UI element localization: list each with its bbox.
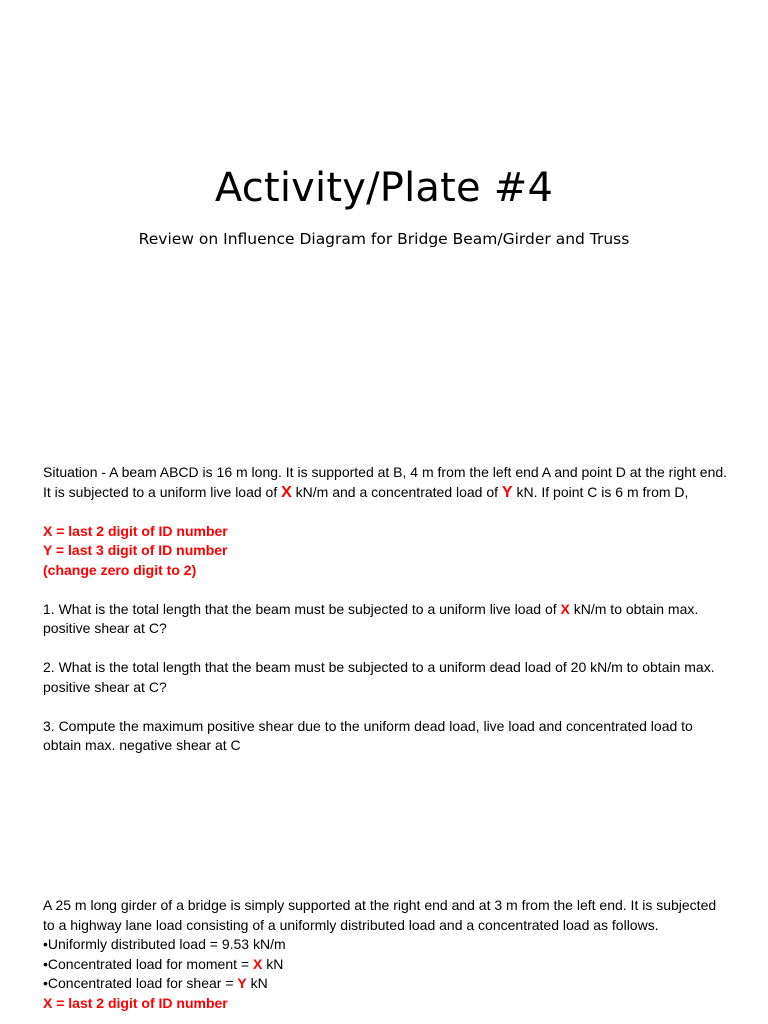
situation-2-section	[43, 896, 729, 1013]
situation-1-text-c: kN. If point C is 6 m from D,	[512, 483, 689, 500]
bullet-shear-load	[43, 974, 729, 994]
bullet-moment-variable-x: X	[252, 955, 263, 972]
variable-y: Y	[501, 483, 513, 501]
spacer	[43, 697, 729, 717]
bullet-moment-text-a: •Concentrated load for moment =	[43, 955, 253, 972]
variable-x: X	[281, 483, 292, 501]
page-subtitle: Review on Influence Diagram for Bridge Beam/Girder and Truss	[138, 230, 630, 248]
spacer	[43, 502, 729, 522]
situation-2-definition-x: X = last 2 digit of ID number	[43, 994, 228, 1011]
definition-x: X = last 2 digit of ID number	[43, 522, 228, 539]
spacer	[43, 639, 729, 659]
situation-1-text-b: kN/m and a concentrated load of	[291, 483, 502, 500]
situation-2-intro: A 25 m long girder of a bridge is simply supported at the right end and at 3 m from the left end. It is subjected to a highway lane load consisting of a uniformly distributed load and a concentrated load as follows.	[43, 897, 717, 933]
question-1-variable-x: X	[560, 600, 570, 617]
bullet-moment-load	[43, 955, 729, 975]
question-2: 2. What is the total length that the beam must be subjected to a uniform dead load of 20 kN/m to obtain max. positive shear at C?	[43, 659, 715, 695]
page-title: Activity/Plate #4	[214, 165, 554, 211]
bullet-distributed-load: •Uniformly distributed load = 9.53 kN/m	[43, 936, 286, 952]
question-3: 3. Compute the maximum positive shear due to the uniform dead load, live load and concentrated load to obtain max. negative shear at C	[43, 717, 693, 753]
spacer	[43, 580, 729, 600]
situation-1-text-a: Situation - A beam ABCD is 16 m long. It is supported at B, 4 m from the left end A and point D at the right end. It is subjected to a uniform live load of	[43, 464, 728, 500]
situation-1-section	[43, 463, 729, 756]
definition-note: (change zero digit to 2)	[43, 561, 197, 578]
definition-y: Y = last 3 digit of ID number	[43, 542, 228, 558]
bullet-shear-variable-y: Y	[237, 975, 247, 991]
question-1-text-b: kN/m to obtain max. positive shear at C?	[43, 600, 699, 636]
question-1	[43, 600, 729, 639]
bullet-shear-text-a: •Concentrated load for shear =	[43, 975, 238, 991]
situation-1-statement	[43, 463, 729, 502]
bullet-moment-text-b: kN	[262, 955, 284, 972]
bullet-shear-text-b: kN	[246, 975, 268, 991]
question-1-text-a: 1. What is the total length that the beam must be subjected to a uniform live load of	[43, 600, 561, 617]
